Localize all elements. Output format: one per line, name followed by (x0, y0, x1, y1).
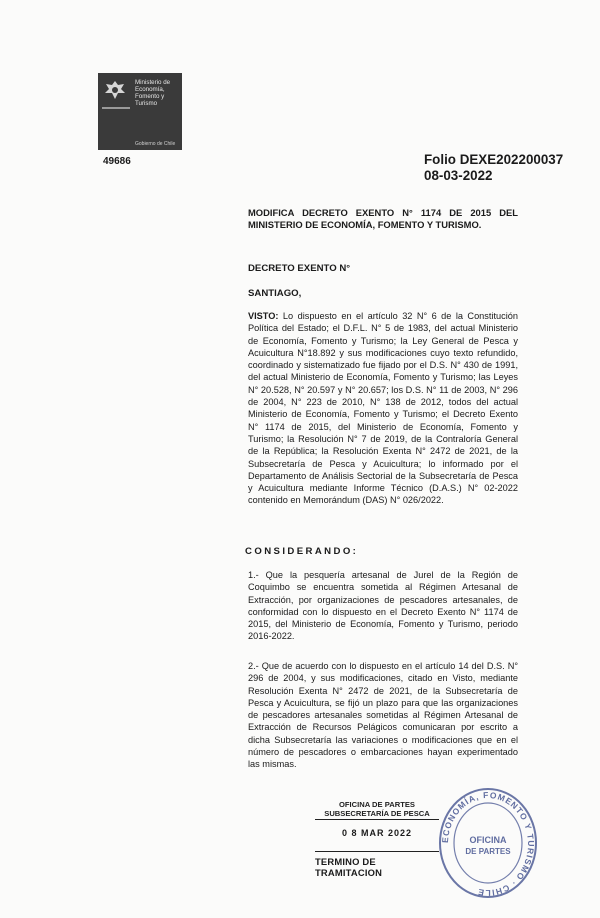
visto-label: VISTO: (248, 311, 279, 321)
visto-text: Lo dispuesto en el artículo 32 N° 6 de la Constitución Política del Estado; el D.F.L. N° 5 de 1983, del actual Ministerio de Economía, Fomento y Turismo; la Ley General de Pesca y Acuicultura N°18.892 y sus modificaciones cuyo texto refundido, coordinado y sistematizado fue fijado por el D.S. N° 430 de 1991, del actual Ministerio de Economía, Fomento y Turismo; las Leyes N° 20.528, N° 20.597 y N° 20.657; los D.S. N° 11 de 2003, N° 296 de 2004, N° 223 de 2010, N° 138 de 2012, todos del actual Ministerio de Economía, Fomento y Turismo; el Decreto Exento N° 1174 de 2015, del Ministerio de Economía, Fomento y Turismo; la Resolución N° 7 de 2019, de la Contraloría General de la República; la Resolución Exenta N° 2472 de 2021, de la Subsecretaría de Pesca y Acuicultura; lo informado por el Departamento de Análisis Sectorial de la Subsecretaría de Pesca y Acuicultura mediante Informe Técnico (D.A.S.) N° 02-2022 contenido en Memorándum (DAS) N° 026/2022. (248, 311, 518, 506)
logo-line-3: Fomento y (135, 93, 165, 100)
decreto-heading: DECRETO EXENTO N° (248, 263, 351, 274)
stamp-date: 0 8 MAR 2022 (341, 828, 413, 838)
considerando-paragraph-2: 2.- Que de acuerdo con lo dispuesto en el artículo 14 del D.S. N° 296 de 2004, y sus modificaciones, citado en Visto, mediante Resolución Exenta N° 2472 de 2021, de la Subsecretaría de Pesca y Acuicultura, se fijó un plazo para que las organizaciones de pescadores artesanales sometidas al Régimen Artesanal de Extracción de Recursos Pelágicos comunicaran por escrito a dicha Subsecretaría las variaciones o modificaciones que en el número de pescadores o embarcaciones hayan experimentado las mismas. (248, 661, 518, 770)
folio-label: Folio DEXE202200037 (424, 152, 564, 167)
logo-divider (102, 107, 130, 109)
official-seal (434, 785, 538, 901)
stamp-line-1: OFICINA DE PARTES (339, 800, 415, 809)
document-number: 49686 (103, 156, 131, 167)
office-stamp (313, 798, 441, 878)
visto-paragraph (248, 310, 518, 507)
folio-date: 08-03-2022 (424, 168, 493, 183)
seal-ring-text: ECONOMÍA, FOMENTO Y TURISMO · CHILE (439, 789, 536, 899)
document-title: MODIFICA DECRETO EXENTO N° 1174 DE 2015 DEL MINISTERIO DE ECONOMÍA, FOMENTO Y TURISMO. (248, 207, 518, 230)
considerando-heading: CONSIDERANDO: (245, 546, 359, 557)
stamp-divider (315, 819, 439, 820)
logo-line-1: Ministerio de (135, 79, 171, 86)
ministry-logo (98, 73, 182, 150)
seal-center-line-1: OFICINA (469, 835, 507, 845)
stamp-footer: TERMINO DE TRAMITACION (315, 856, 383, 878)
stamp-divider (315, 851, 439, 852)
logo-line-4: Turismo (135, 100, 158, 107)
folio-block (424, 152, 563, 184)
considerando-paragraph-1: 1.- Que la pesquería artesanal de Jurel de la Región de Coquimbo se encuentra sometida al Régimen Artesanal de Extracción, por organizaciones de pescadores artesanales, de conformidad con lo dispuesto en el Decreto Exento N° 1174 de 2015, del Ministerio de Economía, Fomento y Turismo, periodo 2016-2022. (248, 570, 518, 642)
city-heading: SANTIAGO, (248, 288, 302, 299)
chile-coat-of-arms-icon (102, 79, 128, 101)
logo-footer: Gobierno de Chile (135, 141, 176, 147)
seal-center-line-2: DE PARTES (465, 847, 511, 856)
logo-line-2: Economía, (135, 86, 165, 93)
stamp-line-2: SUBSECRETARÍA DE PESCA (324, 809, 430, 818)
